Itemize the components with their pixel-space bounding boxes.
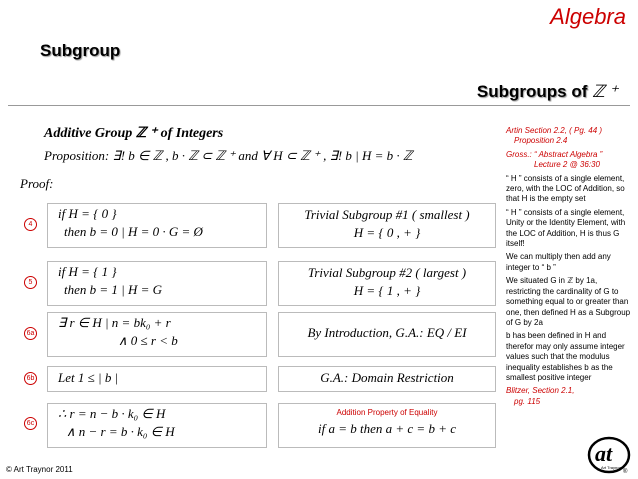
note: b has been defined in H and therefor may only assume integer values such that the modulus inequality establishes b as the smallest positive integer — [506, 331, 625, 382]
note: “ H ” consists of a single element, Unity or the Identity Element, with the LOC of Addition, H is thus G itself! — [506, 207, 626, 249]
reference — [506, 386, 632, 407]
step-justification — [278, 261, 496, 306]
section-heading: Additive Group ℤ ⁺ of Integers — [44, 126, 224, 141]
step-number: 6b — [24, 372, 37, 385]
step-justification — [278, 312, 496, 357]
justification-line: H = { 0 , + } — [353, 225, 421, 240]
subtitle-text: Subgroups of — [476, 82, 588, 101]
proof-label: Proof: — [20, 176, 54, 191]
justification-line: Trivial Subgroup #1 ( smallest ) — [304, 207, 470, 222]
proposition: Proposition: ∃! b ∈ ℤ , b · ℤ ⊂ ℤ ⁺ and ∀ H ⊂ ℤ ⁺ , ∃! b | H = b · ℤ — [44, 148, 413, 163]
copyright: © Art Traynor 2011 — [6, 465, 73, 474]
justification-line: By Introduction, G.A.: EQ / EI — [307, 325, 467, 340]
step-number: 6a — [24, 327, 37, 340]
reference-text: pg. 115 — [514, 396, 541, 406]
statement-line: ∴ r = n − b · k₀ ∈ H — [58, 406, 166, 421]
statement-line: Let 1 ≤ | b | — [58, 370, 119, 385]
statement-line: then b = 1 | H = G — [64, 282, 163, 297]
statement-line: ∃ r ∈ H | n = bk₀ + r — [58, 315, 171, 330]
justification-caption: Addition Property of Equality — [336, 408, 438, 417]
step-statement — [47, 261, 267, 306]
justification-line: H = { 1 , + } — [353, 283, 421, 298]
reference-text: Gross.: “ Abstract Algebra ” — [506, 149, 603, 159]
step-statement — [47, 366, 267, 392]
slide-subtitle — [477, 82, 618, 102]
statement-line: if H = { 0 } — [58, 206, 117, 221]
subtitle-symbol: ℤ ⁺ — [592, 82, 618, 101]
slide-title: Subgroup — [40, 41, 121, 60]
reference-text: Artin Section 2.2, ( Pg. 44 ) — [506, 126, 603, 135]
reference-text: Blitzer, Section 2.1, — [506, 386, 575, 396]
statement-line: then b = 0 | H = 0 · G = Ø — [64, 224, 203, 239]
reference-text: Proposition 2.4 — [514, 136, 568, 146]
justification-line: if a = b then a + c = b + c — [318, 421, 456, 436]
step-statement — [47, 403, 267, 448]
statement-line: ∧ 0 ≤ r < b — [118, 333, 178, 348]
step-justification — [278, 366, 496, 392]
step-statement — [47, 312, 267, 357]
registered-mark: ® — [623, 469, 628, 475]
statement-line: ∧ n − r = b · k₀ ∈ H — [66, 424, 175, 439]
logo-text: at — [595, 441, 613, 466]
step-statement — [47, 203, 267, 248]
step-number: 4 — [24, 218, 37, 231]
justification-line: Trivial Subgroup #2 ( largest ) — [307, 265, 467, 280]
step-justification — [278, 203, 496, 248]
statement-line: if H = { 1 } — [58, 264, 117, 279]
step-number: 6c — [24, 417, 37, 430]
divider — [8, 105, 630, 106]
reference — [506, 126, 632, 147]
logo-subtext: Art Traynor — [601, 465, 621, 470]
justification-line: G.A.: Domain Restriction — [320, 370, 454, 385]
reference — [506, 150, 632, 171]
step-number: 5 — [24, 276, 37, 289]
slide-subject: Algebra — [550, 4, 626, 29]
step-justification — [278, 403, 496, 448]
note: “ H ” consists of a single element, zero, with the LOC of Addition, so that H is the empty set — [506, 173, 625, 204]
note: We situated G in ℤ by 1a, restricting the cardinality of G to something equal to or greater than one, then defined H as a Subgroup of G by 2a — [506, 276, 631, 327]
note: We can multiply then add any integer to “ b ” — [506, 252, 611, 272]
sidebar-notes — [506, 126, 632, 410]
author-logo — [587, 435, 631, 475]
reference-text: Lecture 2 @ 36:30 — [534, 160, 600, 170]
